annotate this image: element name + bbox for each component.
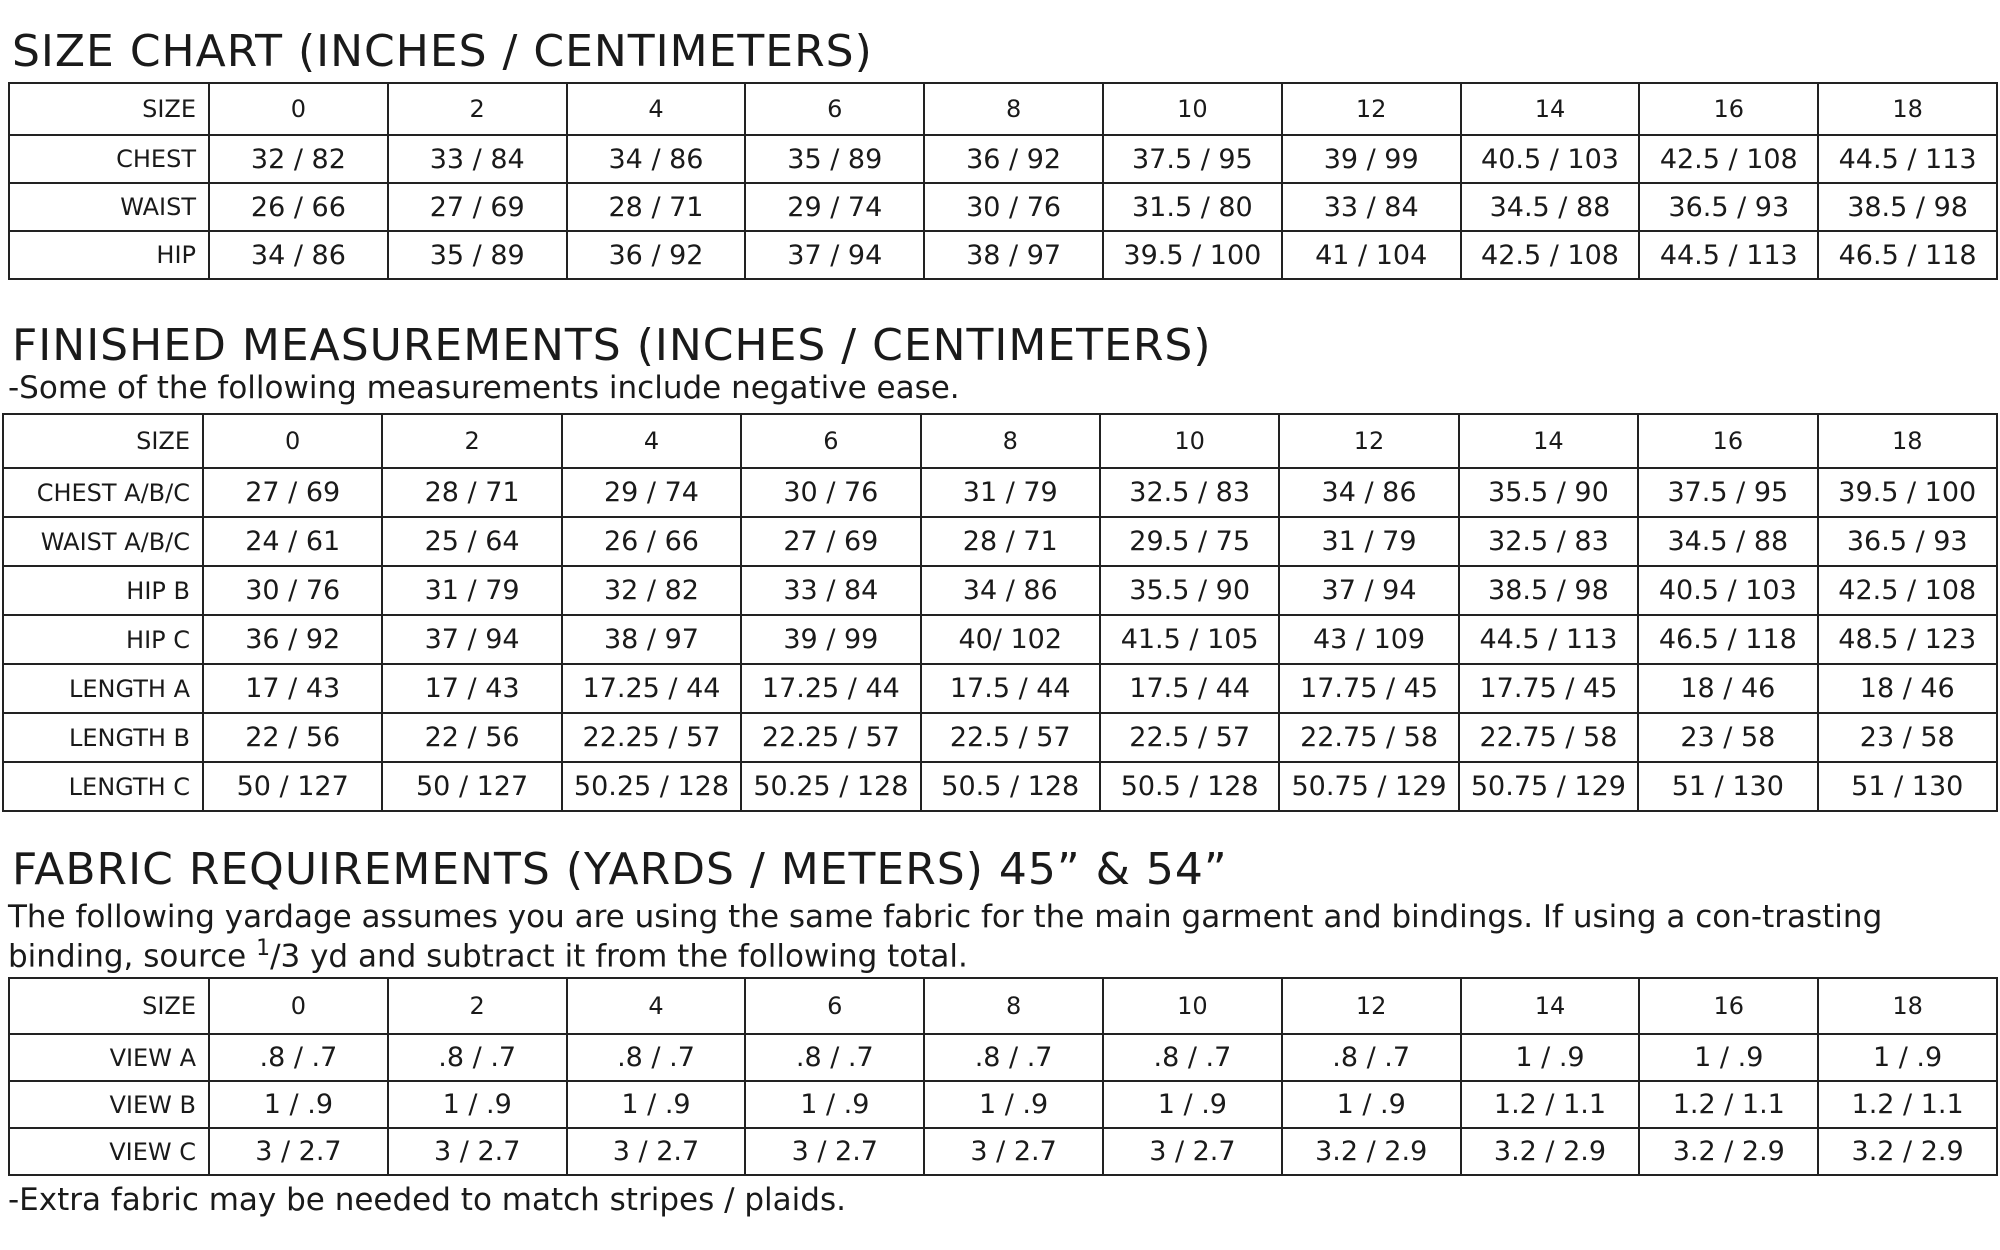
measurement-cell: 40.5 / 103 [1461,135,1640,183]
fabric-requirements-title: FABRIC REQUIREMENTS (YARDS / METERS) 45” & 54” [12,844,1228,895]
measurement-cell: 3.2 / 2.9 [1639,1128,1818,1175]
measurement-cell: 22.25 / 57 [741,713,920,762]
measurement-cell: 36 / 92 [924,135,1103,183]
measurement-cell: 50.75 / 129 [1279,762,1458,811]
measurement-cell: 3.2 / 2.9 [1461,1128,1640,1175]
measurement-cell: 1 / .9 [924,1081,1103,1128]
measurement-cell: 48.5 / 123 [1818,615,1997,664]
size-header-label: SIZE [9,978,209,1034]
size-column-header: 6 [741,414,920,468]
measurement-cell: 28 / 71 [382,468,561,517]
measurement-cell: 28 / 71 [921,517,1100,566]
measurement-cell: 38.5 / 98 [1459,566,1638,615]
measurement-cell: 50 / 127 [203,762,382,811]
row-label: VIEW B [9,1081,209,1128]
size-column-header: 18 [1818,978,1997,1034]
measurement-cell: 23 / 58 [1638,713,1817,762]
note-text-start: The following yardage assumes you are using the same fabric for the main garment and bindings. If using a con-trasting binding, source [8,899,1883,974]
size-column-header: 16 [1638,414,1817,468]
size-column-header: 2 [388,978,567,1034]
measurement-cell: 30 / 76 [924,183,1103,231]
measurement-cell: 29 / 74 [745,183,924,231]
measurement-cell: 50.75 / 129 [1459,762,1638,811]
size-column-header: 18 [1818,83,1997,135]
measurement-cell: 39 / 99 [741,615,920,664]
measurement-cell: 17.75 / 45 [1279,664,1458,713]
measurement-cell: 32.5 / 83 [1459,517,1638,566]
measurement-cell: 22.75 / 58 [1459,713,1638,762]
measurement-cell: 31 / 79 [1279,517,1458,566]
measurement-cell: 3 / 2.7 [567,1128,746,1175]
measurement-cell: 32 / 82 [562,566,741,615]
finished-measurements-note: -Some of the following measurements include negative ease. [8,370,960,406]
measurement-cell: .8 / .7 [924,1034,1103,1081]
measurement-cell: 35 / 89 [745,135,924,183]
measurement-cell: 31.5 / 80 [1103,183,1282,231]
size-column-header: 4 [567,83,746,135]
measurement-cell: 1 / .9 [388,1081,567,1128]
measurement-cell: 3 / 2.7 [745,1128,924,1175]
measurement-cell: 50.5 / 128 [921,762,1100,811]
measurement-cell: 3.2 / 2.9 [1282,1128,1461,1175]
measurement-cell: 40.5 / 103 [1638,566,1817,615]
measurement-cell: 3 / 2.7 [924,1128,1103,1175]
measurement-cell: 50.25 / 128 [562,762,741,811]
measurement-cell: 44.5 / 113 [1459,615,1638,664]
measurement-cell: 35 / 89 [388,231,567,279]
row-label: LENGTH C [3,762,203,811]
measurement-cell: 51 / 130 [1818,762,1997,811]
size-chart-title: SIZE CHART (INCHES / CENTIMETERS) [12,26,873,77]
fabric-requirements-table [8,977,1998,1176]
measurement-cell: 22.25 / 57 [562,713,741,762]
measurement-cell: 38 / 97 [562,615,741,664]
measurement-cell: 3 / 2.7 [1103,1128,1282,1175]
measurement-cell: 34.5 / 88 [1461,183,1640,231]
measurement-cell: 32 / 82 [209,135,388,183]
measurement-cell: 36.5 / 93 [1639,183,1818,231]
size-column-header: 10 [1100,414,1279,468]
table-row [9,1081,1997,1128]
measurement-cell: 38 / 97 [924,231,1103,279]
size-column-header: 12 [1282,978,1461,1034]
row-label: HIP [9,231,209,279]
measurement-cell: 34 / 86 [209,231,388,279]
measurement-cell: 22.5 / 57 [921,713,1100,762]
table-row [3,664,1997,713]
measurement-cell: 50.25 / 128 [741,762,920,811]
measurement-cell: 30 / 76 [741,468,920,517]
size-column-header: 12 [1282,83,1461,135]
measurement-cell: 34 / 86 [1279,468,1458,517]
size-column-header: 8 [924,978,1103,1034]
size-column-header: 10 [1103,83,1282,135]
measurement-cell: 33 / 84 [741,566,920,615]
size-header-label: SIZE [9,83,209,135]
row-label: VIEW A [9,1034,209,1081]
measurement-cell: 39.5 / 100 [1818,468,1997,517]
size-header-row [9,978,1997,1034]
measurement-cell: 26 / 66 [209,183,388,231]
measurement-cell: 22 / 56 [382,713,561,762]
table-row [3,762,1997,811]
measurement-cell: 3.2 / 2.9 [1818,1128,1997,1175]
size-column-header: 2 [388,83,567,135]
row-label: HIP B [3,566,203,615]
measurement-cell: 1.2 / 1.1 [1639,1081,1818,1128]
measurement-cell: 17.5 / 44 [921,664,1100,713]
note-text-end: yd and subtract it from the following total. [300,937,968,974]
size-column-header: 16 [1639,83,1818,135]
table-row [9,135,1997,183]
table-row [9,231,1997,279]
measurement-cell: 23 / 58 [1818,713,1997,762]
size-column-header: 14 [1459,414,1638,468]
measurement-cell: 34 / 86 [921,566,1100,615]
measurement-cell: 37.5 / 95 [1103,135,1282,183]
measurement-cell: .8 / .7 [567,1034,746,1081]
row-label: CHEST [9,135,209,183]
measurement-cell: 17.25 / 44 [562,664,741,713]
measurement-cell: 27 / 69 [388,183,567,231]
measurement-cell: 17.75 / 45 [1459,664,1638,713]
measurement-cell: 1 / .9 [1103,1081,1282,1128]
measurement-cell: 1 / .9 [1461,1034,1640,1081]
size-column-header: 0 [209,978,388,1034]
measurement-cell: 1 / .9 [1282,1081,1461,1128]
row-label: LENGTH A [3,664,203,713]
measurement-cell: 36.5 / 93 [1818,517,1997,566]
table-row [3,517,1997,566]
size-chart-table [8,82,1998,280]
size-column-header: 0 [209,83,388,135]
finished-measurements-title: FINISHED MEASUREMENTS (INCHES / CENTIMETERS) [12,320,1212,371]
measurement-cell: 24 / 61 [203,517,382,566]
measurement-cell: 28 / 71 [567,183,746,231]
measurement-cell: 25 / 64 [382,517,561,566]
measurement-cell: 36 / 92 [203,615,382,664]
measurement-cell: 29 / 74 [562,468,741,517]
measurement-cell: 39.5 / 100 [1103,231,1282,279]
size-column-header: 14 [1461,83,1640,135]
measurement-cell: 31 / 79 [921,468,1100,517]
size-header-label: SIZE [3,414,203,468]
measurement-cell: 1 / .9 [745,1081,924,1128]
finished-measurements-table [2,413,1998,812]
size-column-header: 14 [1461,978,1640,1034]
size-column-header: 6 [745,978,924,1034]
measurement-cell: 1 / .9 [1818,1034,1997,1081]
fabric-footer-note: -Extra fabric may be needed to match stripes / plaids. [8,1182,846,1218]
measurement-cell: 35.5 / 90 [1100,566,1279,615]
table-row [3,713,1997,762]
measurement-cell: .8 / .7 [388,1034,567,1081]
measurement-cell: 34 / 86 [567,135,746,183]
row-label: CHEST A/B/C [3,468,203,517]
size-column-header: 10 [1103,978,1282,1034]
fraction-denominator: /3 [270,937,301,974]
measurement-cell: 1.2 / 1.1 [1818,1081,1997,1128]
size-column-header: 16 [1639,978,1818,1034]
size-column-header: 8 [924,83,1103,135]
measurement-cell: 18 / 46 [1638,664,1817,713]
table-row [9,1128,1997,1175]
measurement-cell: 39 / 99 [1282,135,1461,183]
table-row [3,468,1997,517]
measurement-cell: .8 / .7 [209,1034,388,1081]
size-column-header: 6 [745,83,924,135]
size-column-header: 4 [562,414,741,468]
measurement-cell: 22.75 / 58 [1279,713,1458,762]
size-column-header: 18 [1818,414,1997,468]
measurement-cell: 3 / 2.7 [388,1128,567,1175]
measurement-cell: 40/ 102 [921,615,1100,664]
measurement-cell: 29.5 / 75 [1100,517,1279,566]
measurement-cell: .8 / .7 [1103,1034,1282,1081]
measurement-cell: 42.5 / 108 [1461,231,1640,279]
measurement-cell: 27 / 69 [203,468,382,517]
measurement-cell: 50 / 127 [382,762,561,811]
measurement-cell: .8 / .7 [745,1034,924,1081]
row-label: WAIST [9,183,209,231]
measurement-cell: 34.5 / 88 [1638,517,1817,566]
measurement-cell: 30 / 76 [203,566,382,615]
measurement-cell: 37 / 94 [1279,566,1458,615]
row-label: HIP C [3,615,203,664]
measurement-cell: 37 / 94 [745,231,924,279]
table-row [9,1034,1997,1081]
size-column-header: 8 [921,414,1100,468]
measurement-cell: 41 / 104 [1282,231,1461,279]
measurement-cell: 18 / 46 [1818,664,1997,713]
measurement-cell: 44.5 / 113 [1639,231,1818,279]
measurement-cell: 17.5 / 44 [1100,664,1279,713]
measurement-cell: 27 / 69 [741,517,920,566]
measurement-cell: 50.5 / 128 [1100,762,1279,811]
measurement-cell: 37 / 94 [382,615,561,664]
measurement-cell: 17.25 / 44 [741,664,920,713]
measurement-cell: 46.5 / 118 [1818,231,1997,279]
measurement-cell: 46.5 / 118 [1638,615,1817,664]
size-header-row [3,414,1997,468]
measurement-cell: 31 / 79 [382,566,561,615]
measurement-cell: 1 / .9 [1639,1034,1818,1081]
measurement-cell: 1 / .9 [567,1081,746,1128]
measurement-cell: 43 / 109 [1279,615,1458,664]
measurement-cell: 42.5 / 108 [1639,135,1818,183]
measurement-cell: 1 / .9 [209,1081,388,1128]
measurement-cell: 33 / 84 [1282,183,1461,231]
measurement-cell: 37.5 / 95 [1638,468,1817,517]
measurement-cell: 26 / 66 [562,517,741,566]
fabric-requirements-note [8,900,1968,975]
size-column-header: 0 [203,414,382,468]
table-row [3,615,1997,664]
size-column-header: 12 [1279,414,1458,468]
measurement-cell: 36 / 92 [567,231,746,279]
measurement-cell: 41.5 / 105 [1100,615,1279,664]
measurement-cell: 44.5 / 113 [1818,135,1997,183]
row-label: LENGTH B [3,713,203,762]
measurement-cell: 22 / 56 [203,713,382,762]
measurement-cell: 38.5 / 98 [1818,183,1997,231]
table-row [9,183,1997,231]
measurement-cell: 3 / 2.7 [209,1128,388,1175]
measurement-cell: 17 / 43 [203,664,382,713]
measurement-cell: 33 / 84 [388,135,567,183]
size-header-row [9,83,1997,135]
measurement-cell: 22.5 / 57 [1100,713,1279,762]
row-label: VIEW C [9,1128,209,1175]
measurement-cell: 1.2 / 1.1 [1461,1081,1640,1128]
measurement-cell: 51 / 130 [1638,762,1817,811]
table-row [3,566,1997,615]
size-column-header: 4 [567,978,746,1034]
measurement-cell: 17 / 43 [382,664,561,713]
measurement-cell: 35.5 / 90 [1459,468,1638,517]
fraction-numerator: 1 [256,935,271,961]
measurement-cell: .8 / .7 [1282,1034,1461,1081]
row-label: WAIST A/B/C [3,517,203,566]
size-column-header: 2 [382,414,561,468]
measurement-cell: 42.5 / 108 [1818,566,1997,615]
measurement-cell: 32.5 / 83 [1100,468,1279,517]
